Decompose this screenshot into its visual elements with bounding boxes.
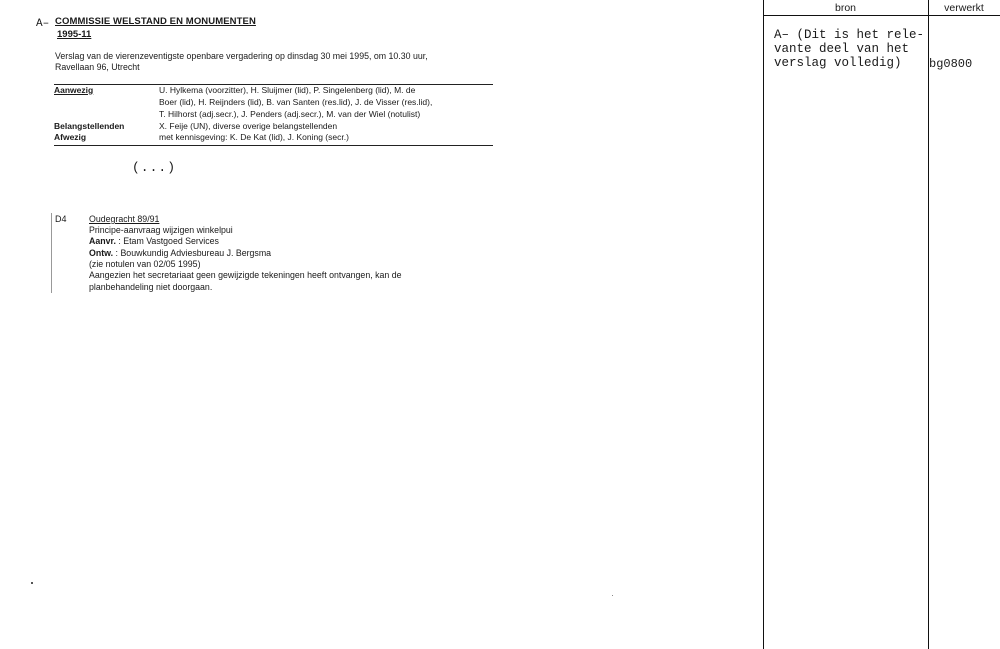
item-margin-bar — [51, 213, 52, 293]
item-code: D4 — [55, 214, 67, 224]
scan-speck — [31, 582, 33, 584]
omission-ellipsis: (...) — [132, 160, 177, 175]
present-line-3: T. Hilhorst (adj.secr.), J. Penders (adj.secr.), M. van der Wiel (notulist) — [159, 109, 421, 119]
attendance-bottom-rule — [54, 145, 493, 146]
source-column-left-border — [763, 0, 764, 649]
report-intro-line: Verslag van de vierenzeventigste openbare vergadering op dinsdag 30 mei 1995, om 10.30 uur, — [55, 51, 428, 61]
column-header-processed: verwerkt — [944, 2, 984, 14]
column-header-source: bron — [834, 2, 856, 14]
designer-label: Ontw. — [89, 248, 114, 258]
item-designer — [89, 248, 271, 258]
applicant-value: : Etam Vastgoed Services — [115, 236, 219, 246]
absent-label: Afwezig — [54, 132, 87, 142]
document-number: 1995-11 — [57, 29, 92, 40]
present-label: Aanwezig — [54, 85, 94, 95]
item-text-line-1: Aangezien het secretariaat geen gewijzigde tekeningen heeft ontvangen, kan de — [89, 270, 402, 280]
item-note: (zie notulen van 02/05 1995) — [89, 259, 201, 269]
item-title: Oudegracht 89/91 — [89, 214, 160, 224]
document-title: COMMISSIE WELSTAND EN MONUMENTEN — [55, 16, 256, 27]
present-line-2: Boer (lid), H. Reijnders (lid), B. van Santen (res.lid), J. de Visser (res.lid), — [159, 97, 433, 107]
processed-code: bg0800 — [929, 57, 973, 71]
item-description: Principe-aanvraag wijzigen winkelpui — [89, 225, 233, 235]
present-line-1: U. Hylkema (voorzitter), H. Sluijmer (lid), P. Singelenberg (lid), M. de — [159, 85, 416, 95]
item-applicant — [89, 236, 219, 246]
column-header-rule — [763, 15, 1000, 16]
stakeholders-label: Belangstellenden — [54, 121, 125, 131]
report-address-line: Ravellaan 96, Utrecht — [55, 62, 140, 72]
scan-speck-2 — [612, 595, 613, 596]
stakeholders-text: X. Feije (UN), diverse overige belangstellenden — [159, 121, 338, 131]
section-marker: A– — [36, 18, 50, 30]
absent-text: met kennisgeving: K. De Kat (lid), J. Koning (secr.) — [159, 132, 349, 142]
source-note: A– (Dit is het rele- vante deel van het verslag volledig) — [774, 28, 925, 70]
item-text-line-2: planbehandeling niet doorgaan. — [89, 282, 213, 292]
processed-column-left-border — [928, 0, 929, 649]
designer-value: : Bouwkundig Adviesbureau J. Bergsma — [113, 248, 272, 258]
applicant-label: Aanvr. — [89, 236, 116, 246]
